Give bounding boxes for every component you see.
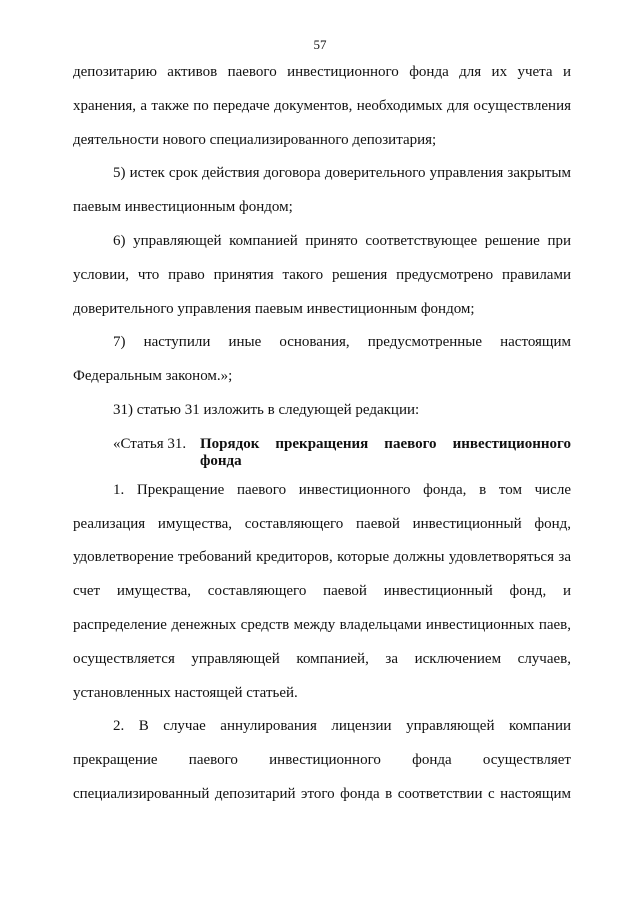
para-1-line: удовлетворение требований кредиторов, которые должны удовлетворяться за [73, 549, 571, 566]
para-2-line: 2. В случае аннулирования лицензии управляющей компании [113, 718, 571, 735]
para-1-line: установленных настоящей статьей. [73, 684, 298, 701]
para-1-line: реализация имущества, составляющего паевой инвестиционный фонд, [73, 515, 571, 532]
item-5-line: 5) истек срок действия договора доверительного управления закрытым [113, 165, 571, 182]
document-body [73, 56, 571, 812]
item-7-line: 7) наступили иные основания, предусмотренные настоящим [113, 334, 571, 351]
text-line: хранения, а также по передаче документов, необходимых для осуществления [73, 97, 571, 114]
text-line: депозитарию активов паевого инвестиционного фонда для их учета и [73, 64, 571, 80]
item-6-line: 6) управляющей компанией принято соответствующее решение при [113, 232, 571, 249]
para-1-line: осуществляется управляющей компанией, за исключением случаев, [73, 650, 571, 667]
item-6-line: условии, что право принятия такого решения предусмотрено правилами [73, 266, 571, 283]
page-number: 57 [313, 37, 327, 52]
item-6-line: доверительного управления паевым инвестиционным фондом; [73, 300, 475, 317]
article-title-line: фонда [200, 452, 242, 469]
article-title [200, 428, 571, 470]
article-heading [73, 428, 571, 470]
text-line: деятельности нового специализированного депозитария; [73, 131, 437, 148]
article-title-line: Порядок прекращения паевого инвестиционного [200, 435, 571, 452]
article-label: «Статья 31. [113, 435, 187, 452]
item-31-line: 31) статью 31 изложить в следующей редакции: [113, 401, 420, 418]
para-2-line: специализированный депозитарий этого фонда в соответствии с настоящим [73, 785, 571, 802]
para-1-line: распределение денежных средств между владельцами инвестиционных паев, [73, 616, 571, 633]
item-7-line: Федеральным законом.»; [73, 368, 233, 385]
item-5-line: паевым инвестиционным фондом; [73, 199, 293, 216]
para-2-line: прекращение паевого инвестиционного фонда осуществляет [73, 752, 571, 769]
para-1-line: 1. Прекращение паевого инвестиционного фонда, в том числе [113, 481, 571, 498]
para-1-line: счет имущества, составляющего паевой инвестиционный фонд, и [73, 583, 571, 600]
